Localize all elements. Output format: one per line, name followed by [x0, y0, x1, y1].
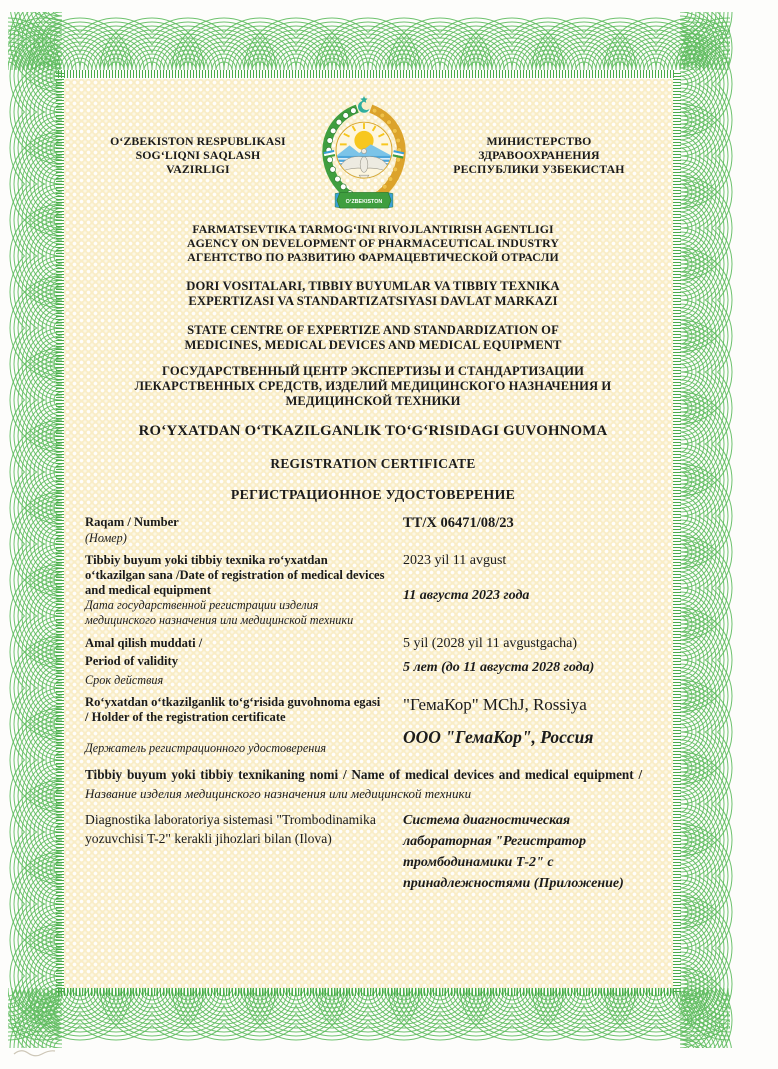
uzbekistan-coat-of-arms-icon: [311, 93, 417, 215]
product-names: [85, 810, 661, 894]
agency-name-ru: АГЕНТСТВО ПО РАЗВИТИЮ ФАРМАЦЕВТИЧЕСКОЙ ОТРАСЛИ: [187, 249, 559, 264]
certificate-body: [64, 79, 673, 988]
product-heading: Tibbiy buyum yoki tibbiy texnikaning nomi / Name of medical devices and medical equipment /: [85, 766, 643, 782]
agency-name: [85, 223, 661, 265]
field-registration-date: [85, 553, 661, 629]
centre-name-en-line: STATE CENTRE OF EXPERTIZE AND STANDARDIZATION OF: [187, 322, 559, 337]
field-number-label-ru: (Номер): [85, 530, 127, 545]
field-regdate-value-uz: 2023 yil 11 avgust: [403, 552, 507, 568]
certificate-title-uz: RO‘YXATDAN O‘TKAZILGANLIK TO‘G‘RISIDAGI GUVOHNOMA: [138, 423, 608, 440]
field-number-value: TT/X 06471/08/23: [403, 515, 514, 532]
product-name-uz: Diagnostika laboratoriya sistemasi "Trombodinamika yozuvchisi T-2" kerakli jihozlari bilan (Ilova): [85, 811, 376, 846]
product-heading-ru: Название изделия медицинского назначения или медицинской техники: [85, 785, 472, 801]
certificate-title-ru: РЕГИСТРАЦИОННОЕ УДОСТОВЕРЕНИЕ: [230, 487, 516, 503]
centre-name-uz-line: EXPERTIZASI VA STANDARTIZATSIYASI DAVLAT MARKAZI: [188, 293, 558, 308]
certificate-title-en: REGISTRATION CERTIFICATE: [270, 456, 476, 472]
certificate-fields: [85, 515, 661, 756]
field-regdate-value-ru: 11 августа 2023 года: [403, 587, 530, 603]
field-holder-label: Ro‘yxatdan o‘tkazilganlik to‘g‘risida guvohnoma egasi / Holder of the registration certificate: [85, 695, 381, 725]
field-holder-value-uz: "ГемаКор" MChJ, Rossiya: [403, 695, 587, 715]
field-validity-label-en: Period of validity: [85, 653, 179, 668]
centre-name-ru-line: ГОСУДАРСТВЕННЫЙ ЦЕНТР ЭКСПЕРТИЗЫ И СТАНДАРТИЗАЦИИ: [162, 364, 584, 379]
centre-name-ru-line: МЕДИЦИНСКОЙ ТЕХНИКИ: [285, 394, 461, 409]
field-regdate-label-ru: Дата государственной регистрации изделия медицинского назначения или медицинской техники: [85, 598, 354, 628]
emblem-banner-text: O‘ZBEKISTON: [345, 198, 383, 205]
field-validity-label-uz: Amal qilish muddati /: [85, 635, 203, 650]
centre-name-en: [85, 323, 661, 353]
ministry-name-ru: [417, 93, 661, 177]
ministry-name-uz-line: VAZIRLIGI: [166, 161, 230, 176]
field-holder-value-ru: ООО "ГемаКор", Россия: [403, 727, 594, 748]
agency-name-uz: FARMATSEVTIKA TARMOG‘INI RIVOJLANTIRISH AGENTLIGI: [192, 222, 554, 236]
field-validity-value-uz: 5 yil (2028 yil 11 avgustgacha): [403, 635, 578, 651]
centre-name-en-line: MEDICINES, MEDICAL DEVICES AND MEDICAL EQUIPMENT: [184, 338, 562, 353]
ministry-name-ru-line: РЕСПУБЛИКИ УЗБЕКИСТАН: [453, 161, 625, 176]
centre-name-uz-line: DORI VOSITALARI, TIBBIY BUYUMLAR VA TIBBIY TEXNIKA: [186, 278, 560, 293]
ministry-name-uz-line: O‘ZBEKISTON RESPUBLIKASI: [110, 134, 286, 148]
header-row: [85, 93, 661, 215]
field-validity: [85, 636, 661, 688]
field-validity-value-ru: 5 лет (до 11 августа 2028 года): [403, 660, 595, 676]
centre-name-ru-line: ЛЕКАРСТВЕННЫХ СРЕДСТВ, ИЗДЕЛИЙ МЕДИЦИНСКОГО НАЗНАЧЕНИЯ И: [134, 379, 612, 394]
field-number-label: Raqam / Number: [85, 515, 179, 530]
emblem-banner: [335, 193, 393, 208]
field-holder-label-ru: Держатель регистрационного удостоверения: [85, 741, 327, 756]
ministry-name-uz: [85, 93, 311, 177]
product-name-ru: Система диагностическая лабораторная "Регистратор тромбодинамики Т-2" с принадлежностями (Приложение): [403, 812, 624, 891]
field-regdate-label: Tibbiy buyum yoki tibbiy texnika ro‘yxatdan o‘tkazilgan sana /Date of registration of medical devices and medical equipment: [85, 552, 385, 598]
ministry-name-uz-line: SOG‘LIQNI SAQLASH: [135, 147, 261, 162]
field-number: [85, 515, 661, 545]
field-holder: [85, 695, 661, 756]
centre-name-uz: [85, 279, 661, 309]
agency-name-en: AGENCY ON DEVELOPMENT OF PHARMACEUTICAL INDUSTRY: [187, 235, 559, 250]
centre-name-ru: [85, 364, 661, 409]
ministry-name-ru-line: МИНИСТЕРСТВО: [486, 134, 592, 148]
ministry-name-ru-line: ЗДРАВООХРАНЕНИЯ: [478, 147, 600, 162]
scan-artifact: [14, 1051, 55, 1056]
field-validity-label-ru: Срок действия: [85, 672, 164, 687]
